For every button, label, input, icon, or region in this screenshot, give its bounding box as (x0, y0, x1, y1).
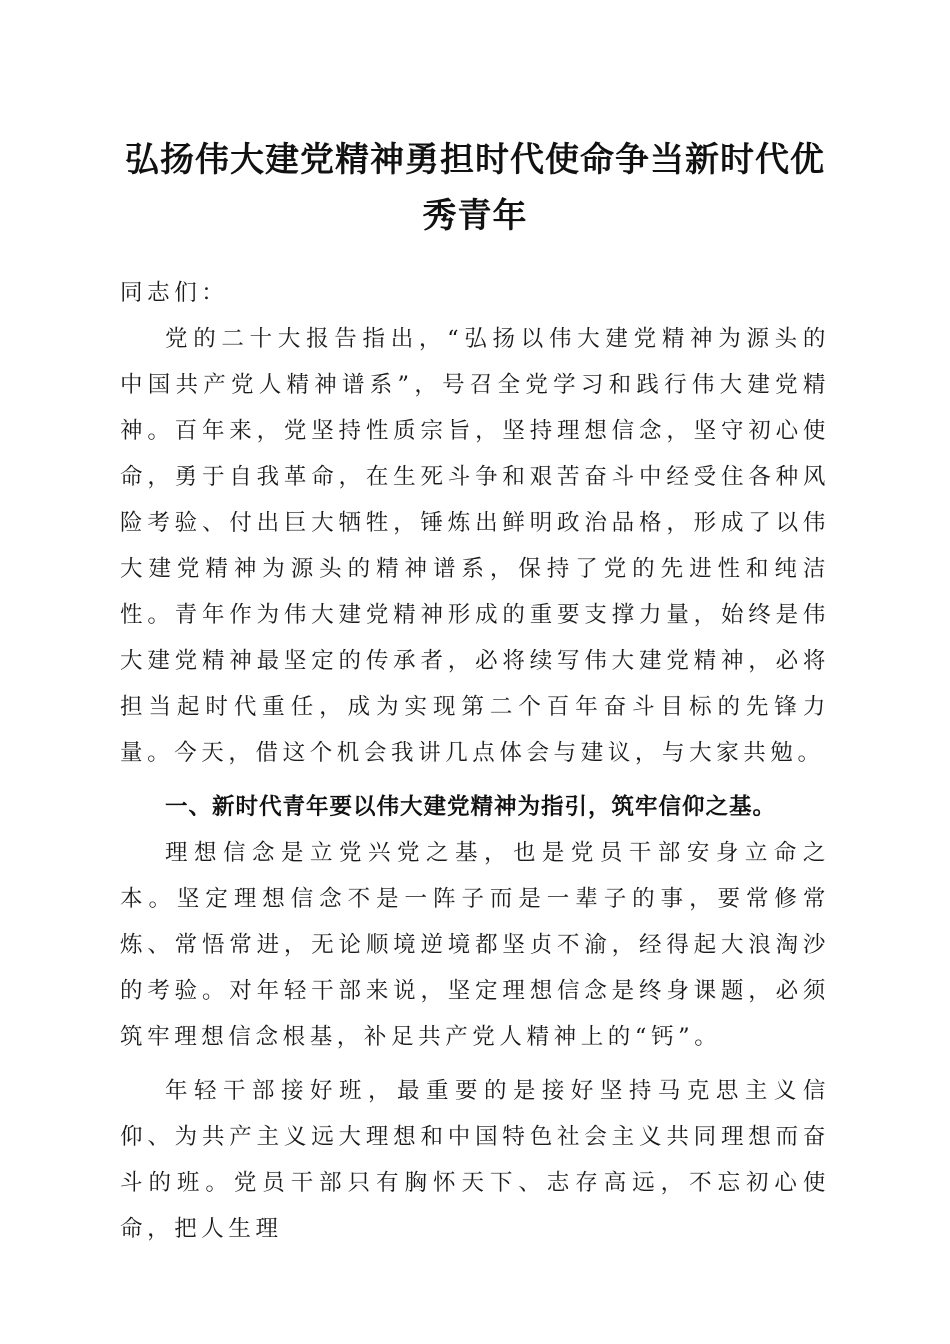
document-title: 弘扬伟大建党精神勇担时代使命争当新时代优秀青年 (125, 140, 825, 236)
section-heading-1: 一、新时代青年要以伟大建党精神为指引，筑牢信仰之基。 (165, 794, 777, 820)
document-body (120, 270, 830, 1252)
paragraph-intro: 党的二十大报告指出，“弘扬以伟大建党精神为源头的中国共产党人精神谱系”，号召全党学习和践行伟大建党精神。百年来，党坚持性质宗旨，坚持理想信念，坚守初心使命，勇于自我革命，在生死斗争和艰苦奋斗中经受住各种风险考验、付出巨大牺牲，锤炼出鲜明政治品格，形成了以伟大建党精神为源头的精神谱系，保持了党的先进性和纯洁性。青年作为伟大建党精神形成的重要支撑力量，始终是伟大建党精神最坚定的传承者，必将续写伟大建党精神，必将担当起时代重任，成为实现第二个百年奋斗目标的先锋力量。今天，借这个机会我讲几点体会与建议，与大家共勉。 (120, 326, 830, 766)
paragraph-ideals: 理想信念是立党兴党之基，也是党员干部安身立命之本。坚定理想信念不是一阵子而是一辈子的事，要常修常炼、常悟常进，无论顺境逆境都坚贞不渝，经得起大浪淘沙的考验。对年轻干部来说，坚定理想信念是终身课题，必须筑牢理想信念根基，补足共产党人精神上的“钙”。 (120, 840, 830, 1050)
salutation: 同志们： (120, 280, 229, 306)
paragraph-succession: 年轻干部接好班，最重要的是接好坚持马克思主义信仰、为共产主义远大理想和中国特色社会主义共同理想而奋斗的班。党员干部只有胸怀天下、志存高远，不忘初心使命，把人生理 (120, 1078, 830, 1242)
